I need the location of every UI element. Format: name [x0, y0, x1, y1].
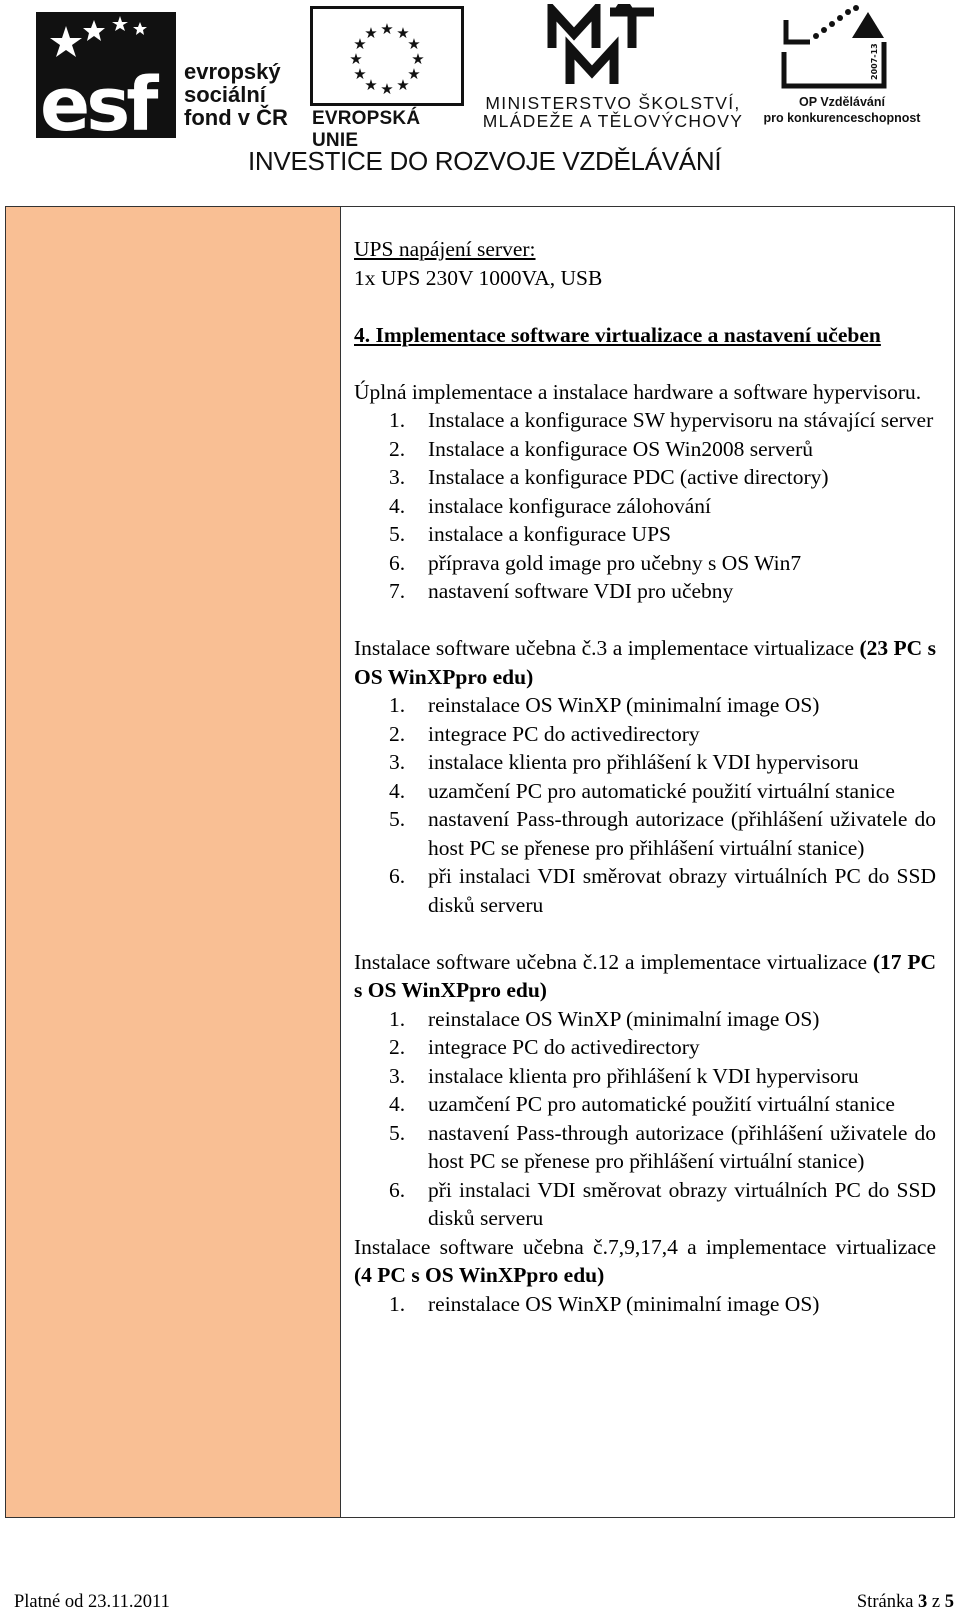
list-item: 2. integrace PC do activedirectory: [389, 721, 700, 746]
list-item: 1. reinstalace OS WinXP (minimalní image OS): [389, 693, 820, 717]
classroom-multi-heading: Instalace software učebna č.7,9,17,4 a implementace virtualizace (4 PC s OS WinXPpro edu): [354, 1234, 936, 1287]
op-text: OP Vzdělávání pro konkurenceschopnost: [763, 95, 921, 125]
list-item: 5. nastavení Pass-through autorizace (přihlášení uživatele do host PC se přenese pro přihlášení virtuální stanice): [389, 807, 936, 860]
eu-flag: [310, 6, 464, 106]
intro-paragraph: Úplná implementace a instalace hardware a software hypervisoru.: [354, 379, 922, 404]
svg-text:★: ★: [380, 20, 394, 38]
esf-mark-icon: [36, 12, 176, 138]
left-cell: [6, 207, 341, 1517]
section-4-title: 4. Implementace software virtualizace a nastavení učeben: [354, 322, 881, 347]
valid-from: Platné od 23.11.2011: [14, 1592, 170, 1612]
classroom-12-heading: Instalace software učebna č.12 a implementace virtualizace (17 PC s OS WinXPpro edu): [354, 949, 936, 1002]
svg-text:★: ★: [396, 76, 410, 94]
header-logos: [0, 0, 960, 200]
list-item: 1. reinstalace OS WinXP (minimalní image OS): [389, 1291, 820, 1316]
esf-logo: [36, 8, 306, 138]
classroom-3-list: [354, 691, 936, 919]
svg-text:★: ★: [364, 24, 378, 42]
list-item: 3. instalace klienta pro přihlášení k VDI hypervisoru: [389, 750, 859, 774]
list-item: 5. instalace a konfigurace UPS: [389, 522, 671, 546]
classroom-multi-list: [354, 1290, 936, 1319]
svg-text:★: ★: [380, 80, 394, 98]
msmt-text: MINISTERSTVO ŠKOLSTVÍ, MLÁDEŽE A TĚLOVÝCHOVY: [482, 93, 744, 131]
svg-text:★: ★: [353, 35, 367, 53]
list-item: 1. reinstalace OS WinXP (minimalní image OS): [389, 1006, 820, 1031]
svg-text:★: ★: [411, 50, 425, 68]
svg-text:★: ★: [407, 35, 421, 53]
ups-line: 1x UPS 230V 1000VA, USB: [354, 265, 603, 290]
page-number: Stránka 3 z 5: [856, 1592, 954, 1612]
content-block: [354, 235, 936, 1318]
list-item: 5. nastavení Pass-through autorizace (přihlášení uživatele do host PC se přenese pro přihlášení virtuální stanice): [389, 1120, 936, 1173]
op-logo: [752, 2, 932, 132]
classroom-12-list: [354, 1005, 936, 1233]
document-table: [5, 206, 955, 1518]
svg-text:esf: esf: [40, 62, 155, 138]
list-item: 3. instalace klienta pro přihlášení k VDI hypervisoru: [389, 1063, 859, 1088]
list-item: 6. při instalaci VDI směrovat obrazy virtuálních PC do SSD disků serveru: [389, 864, 936, 917]
svg-text:★: ★: [407, 65, 421, 83]
classroom-3-heading: Instalace software učebna č.3 a implementace virtualizace (23 PC s OS WinXPpro edu): [354, 636, 937, 689]
list-item: 6. při instalaci VDI směrovat obrazy virtuálních PC do SSD disků serveru: [389, 1177, 936, 1230]
list-item: 4. uzamčení PC pro automatické použití virtuální stanice: [389, 778, 895, 803]
svg-text:★: ★: [353, 65, 367, 83]
svg-text:★: ★: [364, 76, 378, 94]
list-item: 4. instalace konfigurace zálohování: [389, 493, 711, 518]
op-mark-icon: [776, 2, 894, 92]
list-item: 1. Instalace a konfigurace SW hypervisoru na stávající server: [389, 408, 934, 432]
list-item: 4. uzamčení PC pro automatické použití virtuální stanice: [389, 1092, 895, 1116]
eu-text: EVROPSKÁ UNIE: [312, 108, 421, 151]
svg-text:★: ★: [349, 50, 363, 68]
op-year-text: 2007-13: [870, 43, 879, 80]
hypervisor-list: [354, 406, 936, 606]
investice-slogan: INVESTICE DO ROZVOJE VZDĚLÁVÁNÍ: [248, 146, 722, 176]
svg-text:★: ★: [396, 24, 410, 42]
list-item: 2. Instalace a konfigurace OS Win2008 serverů: [389, 436, 814, 461]
right-cell: [342, 207, 954, 1517]
list-item: 6. příprava gold image pro učebny s OS Win7: [389, 550, 802, 575]
eu-stars-icon: [313, 9, 461, 103]
eu-logo: [310, 6, 470, 151]
msmt-logo: [474, 4, 744, 132]
ups-heading: UPS napájení server:: [354, 237, 536, 261]
list-item: 3. Instalace a konfigurace PDC (active directory): [389, 465, 829, 489]
msmt-mark-icon: [544, 4, 664, 88]
list-item: 2. integrace PC do activedirectory: [389, 1035, 700, 1059]
esf-text: evropský sociální fond v ČR: [184, 59, 288, 130]
list-item: 7. nastavení software VDI pro učebny: [389, 579, 734, 603]
